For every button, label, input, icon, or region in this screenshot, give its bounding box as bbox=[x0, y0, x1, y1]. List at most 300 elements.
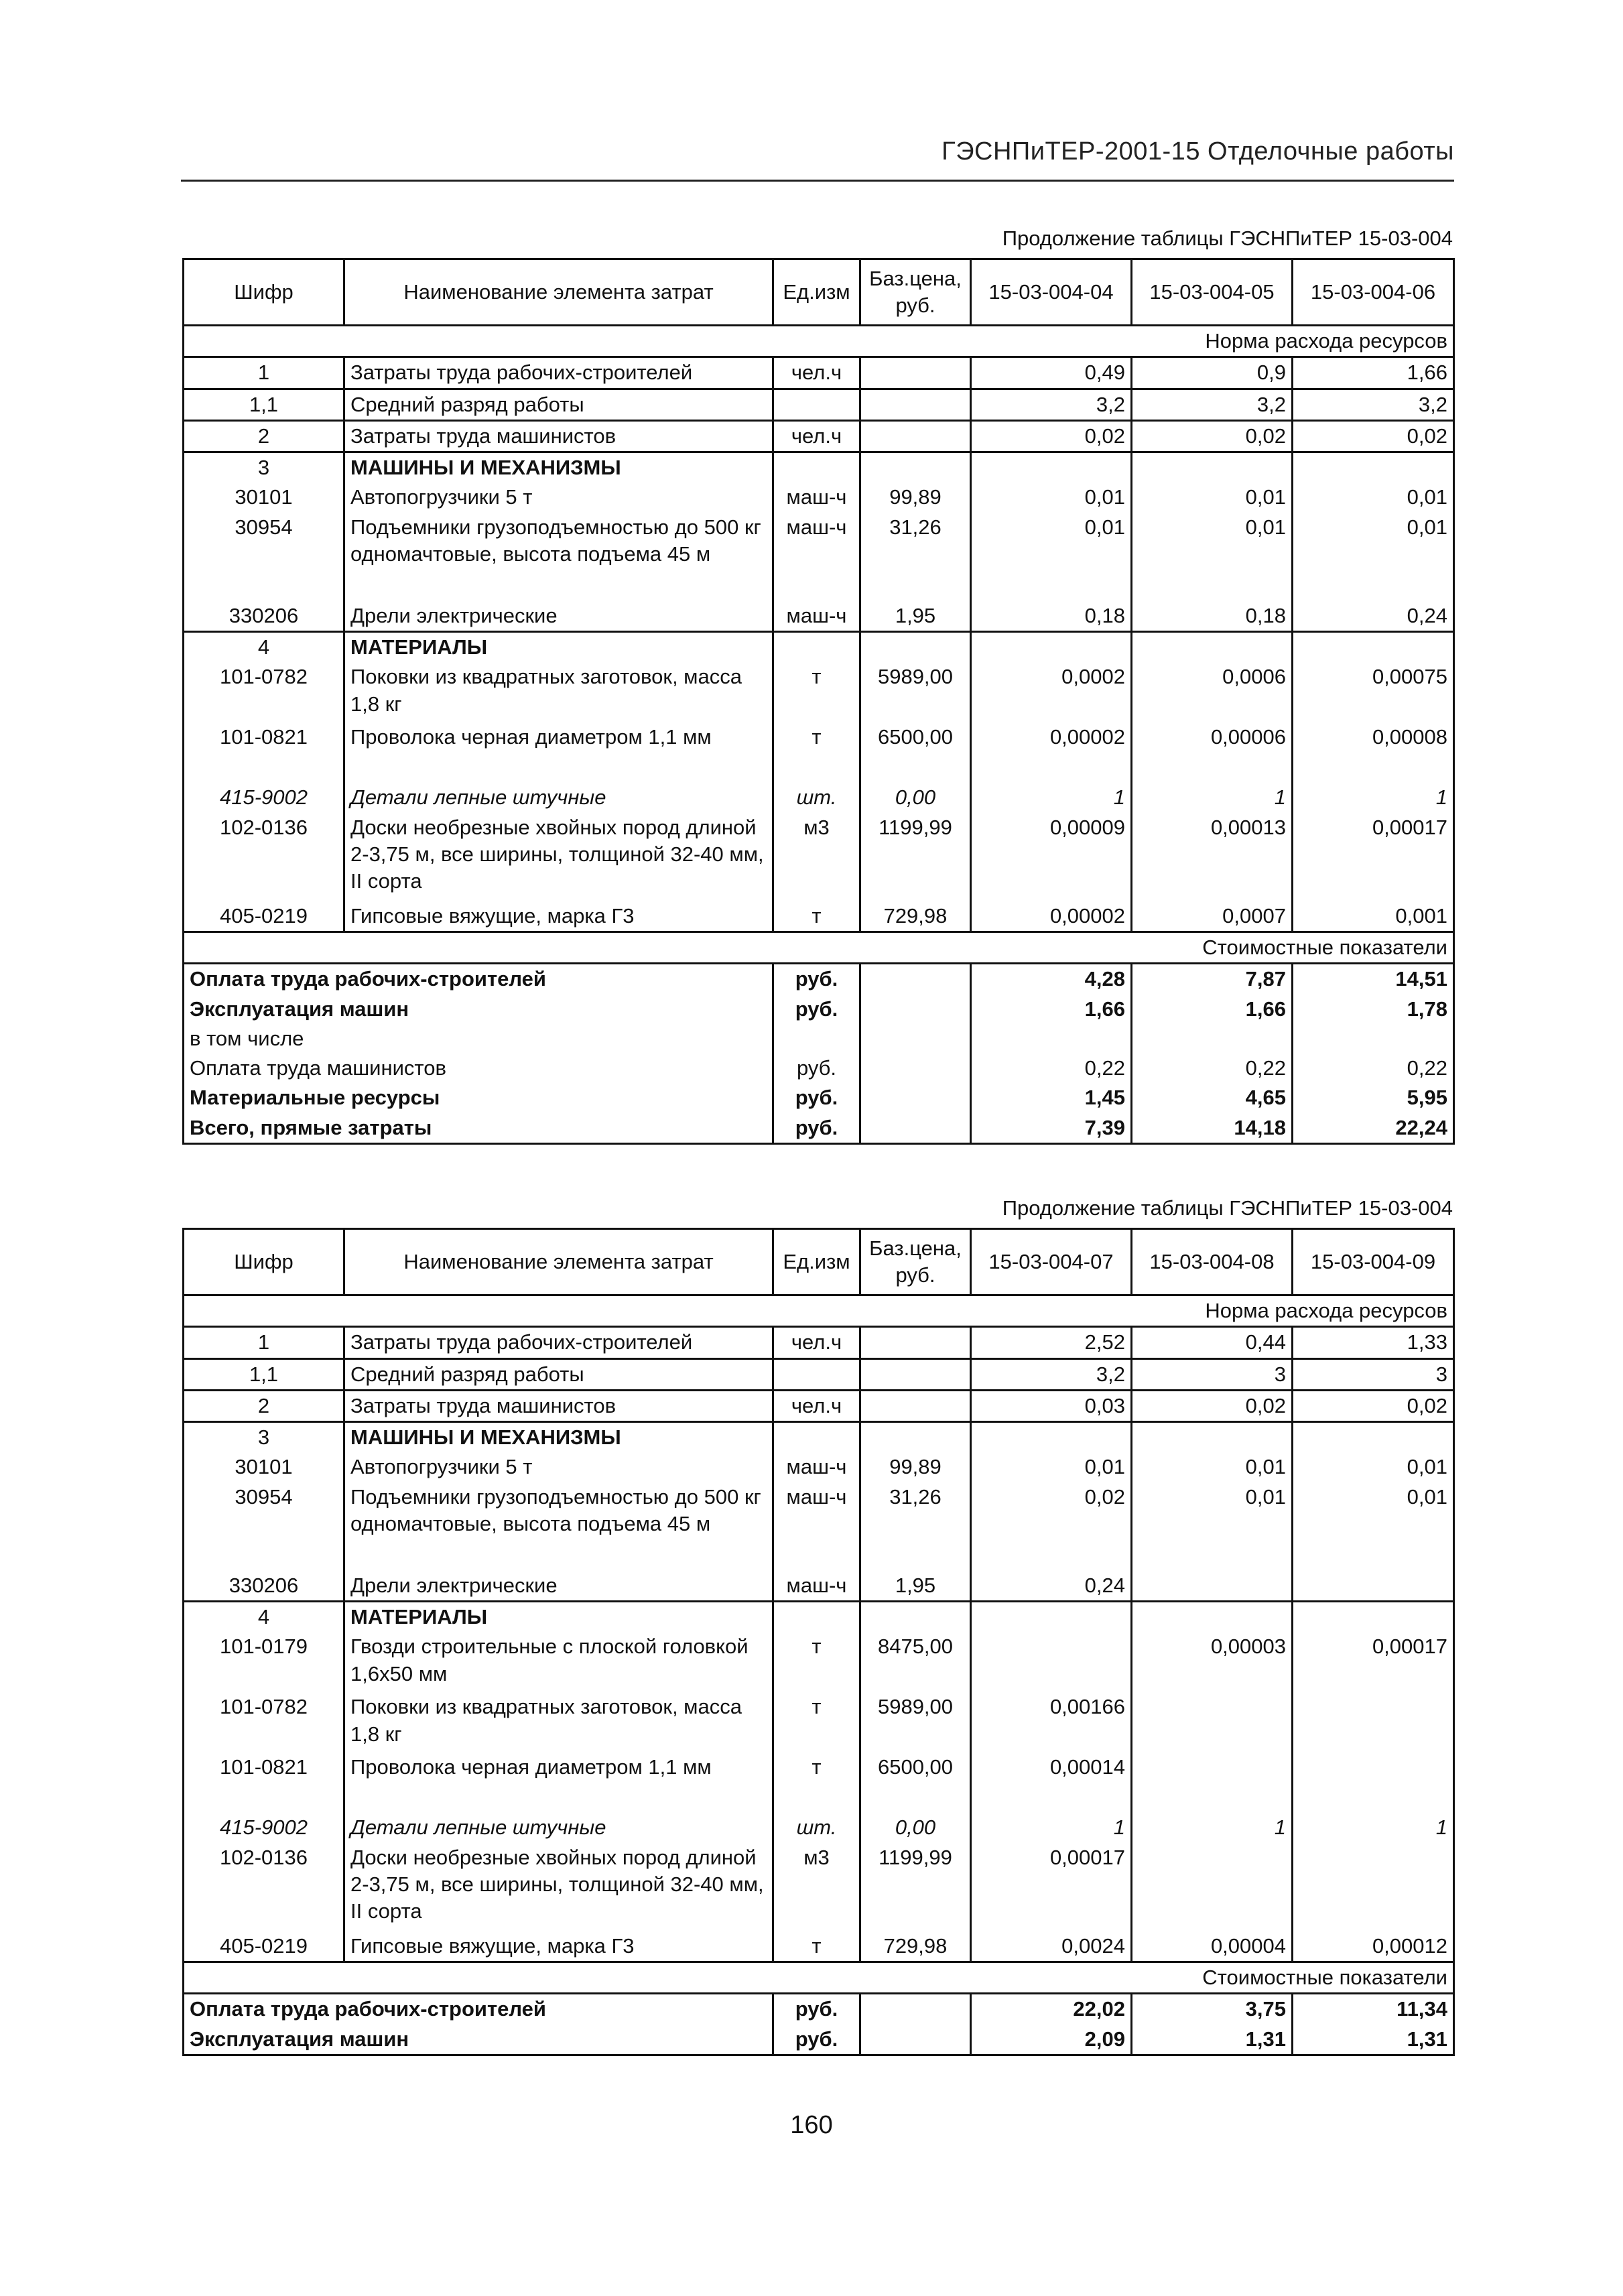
table-continuation-caption: Продолжение таблицы ГЭСНПиТЕР 15-03-004 bbox=[1002, 227, 1453, 250]
norm-value: 0,01 bbox=[1132, 483, 1293, 512]
summary-unit: руб. bbox=[773, 995, 860, 1024]
summary-value: 1,31 bbox=[1132, 2025, 1293, 2055]
resource-name: Гипсовые вяжущие, марка Г3 bbox=[344, 901, 773, 932]
column-header: Наименование элемента затрат bbox=[344, 259, 773, 326]
summary-unit: руб. bbox=[773, 1113, 860, 1144]
base-price bbox=[860, 420, 971, 452]
resource-code: 101-0782 bbox=[184, 1692, 344, 1752]
table-row bbox=[184, 1813, 1454, 1842]
summary-name: Всего, прямые затраты bbox=[184, 1113, 773, 1144]
table-row bbox=[184, 632, 1454, 663]
summary-value: 0,22 bbox=[971, 1054, 1132, 1083]
cost-label: Стоимостные показатели bbox=[184, 1962, 1454, 1993]
resource-name: Затраты труда рабочих-строителей bbox=[344, 1327, 773, 1358]
base-price: 1199,99 bbox=[860, 813, 971, 901]
resource-code: 415-9002 bbox=[184, 783, 344, 812]
resource-name: Гвозди строительные с плоской головкой 1,6x50 мм bbox=[344, 1632, 773, 1692]
norm-value: 0,01 bbox=[1132, 1482, 1293, 1571]
summary-value: 7,87 bbox=[1132, 964, 1293, 995]
resource-table bbox=[182, 1228, 1455, 2056]
resource-name: Детали лепные штучные bbox=[344, 783, 773, 812]
norm-value bbox=[1132, 1602, 1293, 1633]
norm-value: 0,00009 bbox=[971, 813, 1132, 901]
summary-value: 22,02 bbox=[971, 1994, 1132, 2025]
base-price: 0,00 bbox=[860, 783, 971, 812]
base-price bbox=[860, 632, 971, 663]
norm-value: 0,00075 bbox=[1293, 662, 1454, 722]
header-rule bbox=[181, 180, 1454, 182]
norm-value: 0,0007 bbox=[1132, 901, 1293, 932]
unit-of-measure: маш-ч bbox=[773, 1571, 860, 1602]
base-price: 5989,00 bbox=[860, 1692, 971, 1752]
table-row bbox=[184, 1327, 1454, 1358]
resource-code: 30101 bbox=[184, 483, 344, 512]
summary-name: Материальные ресурсы bbox=[184, 1083, 773, 1112]
column-header: 15-03-004-04 bbox=[971, 259, 1132, 326]
norm-value: 1 bbox=[1293, 1813, 1454, 1842]
column-header: 15-03-004-09 bbox=[1293, 1229, 1454, 1295]
norm-value: 3,2 bbox=[1293, 389, 1454, 420]
table-row bbox=[184, 1602, 1454, 1633]
unit-of-measure: м3 bbox=[773, 813, 860, 901]
column-header: 15-03-004-06 bbox=[1293, 259, 1454, 326]
table-row bbox=[184, 1632, 1454, 1692]
table-row bbox=[184, 1482, 1454, 1571]
summary-price-empty bbox=[860, 2025, 971, 2055]
summary-name: Эксплуатация машин bbox=[184, 2025, 773, 2055]
base-price bbox=[860, 1358, 971, 1390]
norm-value: 0,00008 bbox=[1293, 722, 1454, 783]
norm-value bbox=[1132, 452, 1293, 483]
norm-value: 0,001 bbox=[1293, 901, 1454, 932]
summary-value: 4,28 bbox=[971, 964, 1132, 995]
summary-price-empty bbox=[860, 1083, 971, 1112]
unit-of-measure: чел.ч bbox=[773, 420, 860, 452]
norm-value: 3 bbox=[1293, 1358, 1454, 1390]
base-price: 1,95 bbox=[860, 601, 971, 632]
norm-value: 0,00013 bbox=[1132, 813, 1293, 901]
unit-of-measure: маш-ч bbox=[773, 1482, 860, 1571]
resource-table bbox=[182, 258, 1455, 1145]
summary-unit bbox=[773, 1024, 860, 1054]
unit-of-measure: т bbox=[773, 722, 860, 783]
summary-value bbox=[971, 1024, 1132, 1054]
norm-value bbox=[971, 632, 1132, 663]
table-row bbox=[184, 452, 1454, 483]
norm-value bbox=[1293, 452, 1454, 483]
norm-value: 0,0006 bbox=[1132, 662, 1293, 722]
norm-value: 3 bbox=[1132, 1358, 1293, 1390]
norm-value: 0,0002 bbox=[971, 662, 1132, 722]
summary-unit: руб. bbox=[773, 1994, 860, 2025]
cost-label: Стоимостные показатели bbox=[184, 932, 1454, 963]
summary-name: Оплата труда рабочих-строителей bbox=[184, 1994, 773, 2025]
summary-price-empty bbox=[860, 1024, 971, 1054]
resource-name: Проволока черная диаметром 1,1 мм bbox=[344, 722, 773, 783]
unit-of-measure: чел.ч bbox=[773, 1327, 860, 1358]
summary-value: 14,18 bbox=[1132, 1113, 1293, 1144]
unit-of-measure: маш-ч bbox=[773, 1452, 860, 1482]
norm-label: Норма расхода ресурсов bbox=[184, 326, 1454, 357]
unit-of-measure: шт. bbox=[773, 1813, 860, 1842]
summary-unit: руб. bbox=[773, 1083, 860, 1112]
resource-name: МАШИНЫ И МЕХАНИЗМЫ bbox=[344, 1422, 773, 1453]
summary-row bbox=[184, 2025, 1454, 2055]
summary-price-empty bbox=[860, 964, 971, 995]
norm-value: 3,2 bbox=[971, 1358, 1132, 1390]
norm-value: 1 bbox=[1293, 783, 1454, 812]
resource-code: 101-0821 bbox=[184, 1752, 344, 1813]
table-row bbox=[184, 1358, 1454, 1390]
norm-value bbox=[1293, 1752, 1454, 1813]
summary-row bbox=[184, 1054, 1454, 1083]
table-row bbox=[184, 901, 1454, 932]
resource-name: Затраты труда машинистов bbox=[344, 420, 773, 452]
norm-value bbox=[971, 1422, 1132, 1453]
norm-value: 0,01 bbox=[1293, 483, 1454, 512]
summary-price-empty bbox=[860, 1994, 971, 2025]
resource-code: 101-0782 bbox=[184, 662, 344, 722]
table-row bbox=[184, 1752, 1454, 1813]
table-row bbox=[184, 722, 1454, 783]
summary-unit: руб. bbox=[773, 2025, 860, 2055]
unit-of-measure: чел.ч bbox=[773, 1390, 860, 1421]
base-price: 31,26 bbox=[860, 1482, 971, 1571]
norm-value bbox=[1293, 1843, 1454, 1931]
resource-name: Дрели электрические bbox=[344, 601, 773, 632]
unit-of-measure bbox=[773, 1602, 860, 1633]
norm-value: 0,00004 bbox=[1132, 1931, 1293, 1962]
summary-value: 1,78 bbox=[1293, 995, 1454, 1024]
summary-name: в том числе bbox=[184, 1024, 773, 1054]
norm-value bbox=[1293, 1692, 1454, 1752]
norm-value: 0,03 bbox=[971, 1390, 1132, 1421]
unit-of-measure bbox=[773, 389, 860, 420]
column-header: Баз.цена, руб. bbox=[860, 1229, 971, 1295]
norm-value: 0,02 bbox=[1293, 420, 1454, 452]
resource-code: 102-0136 bbox=[184, 1843, 344, 1931]
resource-name: Поковки из квадратных заготовок, масса 1,8 кг bbox=[344, 662, 773, 722]
norm-value: 1 bbox=[1132, 1813, 1293, 1842]
column-header: Шифр bbox=[184, 1229, 344, 1295]
summary-unit: руб. bbox=[773, 1054, 860, 1083]
norm-value bbox=[1132, 1422, 1293, 1453]
table-row bbox=[184, 483, 1454, 512]
summary-value: 3,75 bbox=[1132, 1994, 1293, 2025]
norm-value: 0,24 bbox=[971, 1571, 1132, 1602]
table-header-row bbox=[184, 1229, 1454, 1295]
unit-of-measure bbox=[773, 632, 860, 663]
table-row bbox=[184, 1692, 1454, 1752]
resource-code: 3 bbox=[184, 452, 344, 483]
base-price: 6500,00 bbox=[860, 722, 971, 783]
summary-value: 1,45 bbox=[971, 1083, 1132, 1112]
table-row bbox=[184, 662, 1454, 722]
summary-value: 1,66 bbox=[1132, 995, 1293, 1024]
norm-value: 0,01 bbox=[971, 483, 1132, 512]
norm-value: 1 bbox=[971, 783, 1132, 812]
norm-value: 0,01 bbox=[1293, 1482, 1454, 1571]
summary-value: 11,34 bbox=[1293, 1994, 1454, 2025]
resource-name: Доски необрезные хвойных пород длиной 2-3,75 м, все ширины, толщиной 32-40 мм, II сорта bbox=[344, 813, 773, 901]
summary-value: 0,22 bbox=[1293, 1054, 1454, 1083]
cost-label-row bbox=[184, 1962, 1454, 1993]
norm-value: 0,00002 bbox=[971, 722, 1132, 783]
column-header: Ед.изм bbox=[773, 259, 860, 326]
summary-value: 2,09 bbox=[971, 2025, 1132, 2055]
norm-value: 0,02 bbox=[971, 420, 1132, 452]
summary-row bbox=[184, 964, 1454, 995]
table-row bbox=[184, 357, 1454, 389]
norm-value bbox=[1132, 1571, 1293, 1602]
resource-code: 330206 bbox=[184, 601, 344, 632]
norm-value: 0,01 bbox=[971, 513, 1132, 601]
norm-value: 0,00017 bbox=[1293, 813, 1454, 901]
resource-name: Проволока черная диаметром 1,1 мм bbox=[344, 1752, 773, 1813]
table-header-row bbox=[184, 259, 1454, 326]
norm-value: 1 bbox=[971, 1813, 1132, 1842]
base-price: 6500,00 bbox=[860, 1752, 971, 1813]
resource-code: 30954 bbox=[184, 513, 344, 601]
base-price: 99,89 bbox=[860, 1452, 971, 1482]
norm-value: 0,00006 bbox=[1132, 722, 1293, 783]
unit-of-measure: т bbox=[773, 1931, 860, 1962]
unit-of-measure: т bbox=[773, 1752, 860, 1813]
base-price bbox=[860, 1327, 971, 1358]
norm-value: 3,2 bbox=[971, 389, 1132, 420]
table-row bbox=[184, 1390, 1454, 1421]
summary-value: 7,39 bbox=[971, 1113, 1132, 1144]
column-header: Баз.цена, руб. bbox=[860, 259, 971, 326]
page-number: 160 bbox=[790, 2111, 833, 2139]
resource-code: 30954 bbox=[184, 1482, 344, 1571]
resource-code: 2 bbox=[184, 420, 344, 452]
base-price: 5989,00 bbox=[860, 662, 971, 722]
unit-of-measure: т bbox=[773, 901, 860, 932]
table-row bbox=[184, 513, 1454, 601]
norm-value bbox=[1132, 632, 1293, 663]
norm-value bbox=[1293, 1422, 1454, 1453]
unit-of-measure: м3 bbox=[773, 1843, 860, 1931]
norm-label: Норма расхода ресурсов bbox=[184, 1295, 1454, 1327]
resource-name: Дрели электрические bbox=[344, 1571, 773, 1602]
unit-of-measure bbox=[773, 1358, 860, 1390]
unit-of-measure: маш-ч bbox=[773, 483, 860, 512]
norm-value: 0,01 bbox=[1293, 1452, 1454, 1482]
table-row bbox=[184, 420, 1454, 452]
norm-value: 0,02 bbox=[1132, 420, 1293, 452]
resource-code: 4 bbox=[184, 1602, 344, 1633]
base-price: 729,98 bbox=[860, 901, 971, 932]
resource-name: Средний разряд работы bbox=[344, 1358, 773, 1390]
norm-value: 0,00003 bbox=[1132, 1632, 1293, 1692]
base-price bbox=[860, 1422, 971, 1453]
summary-row bbox=[184, 1024, 1454, 1054]
norm-value: 0,9 bbox=[1132, 357, 1293, 389]
unit-of-measure: маш-ч bbox=[773, 513, 860, 601]
resource-code: 405-0219 bbox=[184, 901, 344, 932]
base-price: 1,95 bbox=[860, 1571, 971, 1602]
table-row bbox=[184, 783, 1454, 812]
unit-of-measure: чел.ч bbox=[773, 357, 860, 389]
summary-value: 5,95 bbox=[1293, 1083, 1454, 1112]
norm-value: 0,24 bbox=[1293, 601, 1454, 632]
resource-name: Гипсовые вяжущие, марка Г3 bbox=[344, 1931, 773, 1962]
norm-value: 0,01 bbox=[971, 1452, 1132, 1482]
table-row bbox=[184, 1422, 1454, 1453]
base-price bbox=[860, 452, 971, 483]
table-row bbox=[184, 389, 1454, 420]
table-continuation-caption: Продолжение таблицы ГЭСНПиТЕР 15-03-004 bbox=[1002, 1196, 1453, 1220]
summary-price-empty bbox=[860, 995, 971, 1024]
base-price bbox=[860, 357, 971, 389]
summary-row bbox=[184, 1994, 1454, 2025]
table-row bbox=[184, 813, 1454, 901]
unit-of-measure: маш-ч bbox=[773, 601, 860, 632]
page-header: ГЭСНПиТЕР-2001-15 Отделочные работы bbox=[942, 137, 1454, 166]
norm-value: 0,0024 bbox=[971, 1931, 1132, 1962]
norm-value: 0,49 bbox=[971, 357, 1132, 389]
summary-value bbox=[1293, 1024, 1454, 1054]
resource-name: Автопогрузчики 5 т bbox=[344, 483, 773, 512]
column-header: 15-03-004-05 bbox=[1132, 259, 1293, 326]
norm-value: 0,00166 bbox=[971, 1692, 1132, 1752]
norm-value: 0,00017 bbox=[971, 1843, 1132, 1931]
norm-value: 1 bbox=[1132, 783, 1293, 812]
norm-value: 0,00014 bbox=[971, 1752, 1132, 1813]
resource-name: Затраты труда рабочих-строителей bbox=[344, 357, 773, 389]
summary-value: 0,22 bbox=[1132, 1054, 1293, 1083]
resource-name: МАТЕРИАЛЫ bbox=[344, 1602, 773, 1633]
resource-code: 330206 bbox=[184, 1571, 344, 1602]
summary-value bbox=[1132, 1024, 1293, 1054]
norm-value bbox=[1293, 1571, 1454, 1602]
column-header: Шифр bbox=[184, 259, 344, 326]
summary-price-empty bbox=[860, 1054, 971, 1083]
norm-value: 0,18 bbox=[1132, 601, 1293, 632]
table-row bbox=[184, 1931, 1454, 1962]
resource-code: 2 bbox=[184, 1390, 344, 1421]
resource-name: Подъемники грузоподъемностью до 500 кг одномачтовые, высота подъема 45 м bbox=[344, 1482, 773, 1571]
norm-value: 0,44 bbox=[1132, 1327, 1293, 1358]
summary-value: 1,66 bbox=[971, 995, 1132, 1024]
resource-name: Доски необрезные хвойных пород длиной 2-3,75 м, все ширины, толщиной 32-40 мм, II сорта bbox=[344, 1843, 773, 1931]
resource-name: Поковки из квадратных заготовок, масса 1,8 кг bbox=[344, 1692, 773, 1752]
unit-of-measure: т bbox=[773, 662, 860, 722]
resource-name: Автопогрузчики 5 т bbox=[344, 1452, 773, 1482]
norm-value: 1,33 bbox=[1293, 1327, 1454, 1358]
table-row bbox=[184, 1571, 1454, 1602]
unit-of-measure bbox=[773, 1422, 860, 1453]
resource-code: 1,1 bbox=[184, 1358, 344, 1390]
resource-code: 30101 bbox=[184, 1452, 344, 1482]
unit-of-measure: т bbox=[773, 1692, 860, 1752]
norm-value: 2,52 bbox=[971, 1327, 1132, 1358]
summary-value: 4,65 bbox=[1132, 1083, 1293, 1112]
summary-name: Оплата труда машинистов bbox=[184, 1054, 773, 1083]
norm-value: 1,66 bbox=[1293, 357, 1454, 389]
resource-code: 405-0219 bbox=[184, 1931, 344, 1962]
resource-code: 1 bbox=[184, 357, 344, 389]
resource-code: 1 bbox=[184, 1327, 344, 1358]
norm-value bbox=[1132, 1692, 1293, 1752]
unit-of-measure bbox=[773, 452, 860, 483]
norm-value: 0,00012 bbox=[1293, 1931, 1454, 1962]
norm-value: 3,2 bbox=[1132, 389, 1293, 420]
norm-value: 0,00002 bbox=[971, 901, 1132, 932]
cost-label-row bbox=[184, 932, 1454, 963]
summary-value: 14,51 bbox=[1293, 964, 1454, 995]
resource-name: Детали лепные штучные bbox=[344, 1813, 773, 1842]
norm-value: 0,02 bbox=[1132, 1390, 1293, 1421]
norm-value: 0,01 bbox=[1132, 1452, 1293, 1482]
table-row bbox=[184, 601, 1454, 632]
norm-value: 0,01 bbox=[1132, 513, 1293, 601]
norm-value bbox=[1132, 1843, 1293, 1931]
base-price: 8475,00 bbox=[860, 1632, 971, 1692]
resource-code: 101-0179 bbox=[184, 1632, 344, 1692]
base-price: 99,89 bbox=[860, 483, 971, 512]
resource-name: Затраты труда машинистов bbox=[344, 1390, 773, 1421]
resource-code: 3 bbox=[184, 1422, 344, 1453]
norm-value bbox=[971, 1632, 1132, 1692]
column-header: Ед.изм bbox=[773, 1229, 860, 1295]
norm-value: 0,18 bbox=[971, 601, 1132, 632]
resource-name: Подъемники грузоподъемностью до 500 кг одномачтовые, высота подъема 45 м bbox=[344, 513, 773, 601]
summary-row bbox=[184, 995, 1454, 1024]
column-header: 15-03-004-07 bbox=[971, 1229, 1132, 1295]
unit-of-measure: шт. bbox=[773, 783, 860, 812]
summary-price-empty bbox=[860, 1113, 971, 1144]
summary-row bbox=[184, 1083, 1454, 1112]
summary-value: 22,24 bbox=[1293, 1113, 1454, 1144]
summary-row bbox=[184, 1113, 1454, 1144]
resource-name: МАТЕРИАЛЫ bbox=[344, 632, 773, 663]
norm-label-row bbox=[184, 1295, 1454, 1327]
resource-code: 101-0821 bbox=[184, 722, 344, 783]
table-row bbox=[184, 1843, 1454, 1931]
norm-label-row bbox=[184, 326, 1454, 357]
base-price: 0,00 bbox=[860, 1813, 971, 1842]
norm-value bbox=[1293, 1602, 1454, 1633]
norm-value: 0,00017 bbox=[1293, 1632, 1454, 1692]
norm-value: 0,01 bbox=[1293, 513, 1454, 601]
summary-name: Эксплуатация машин bbox=[184, 995, 773, 1024]
summary-name: Оплата труда рабочих-строителей bbox=[184, 964, 773, 995]
column-header: 15-03-004-08 bbox=[1132, 1229, 1293, 1295]
norm-value: 0,02 bbox=[1293, 1390, 1454, 1421]
table-row bbox=[184, 1452, 1454, 1482]
base-price: 1199,99 bbox=[860, 1843, 971, 1931]
norm-value bbox=[971, 1602, 1132, 1633]
column-header: Наименование элемента затрат bbox=[344, 1229, 773, 1295]
resource-code: 415-9002 bbox=[184, 1813, 344, 1842]
base-price bbox=[860, 1390, 971, 1421]
norm-value bbox=[1132, 1752, 1293, 1813]
base-price bbox=[860, 389, 971, 420]
base-price: 31,26 bbox=[860, 513, 971, 601]
resource-code: 102-0136 bbox=[184, 813, 344, 901]
resource-name: Средний разряд работы bbox=[344, 389, 773, 420]
resource-code: 1,1 bbox=[184, 389, 344, 420]
summary-value: 1,31 bbox=[1293, 2025, 1454, 2055]
resource-code: 4 bbox=[184, 632, 344, 663]
base-price bbox=[860, 1602, 971, 1633]
base-price: 729,98 bbox=[860, 1931, 971, 1962]
norm-value: 0,02 bbox=[971, 1482, 1132, 1571]
summary-unit: руб. bbox=[773, 964, 860, 995]
resource-name: МАШИНЫ И МЕХАНИЗМЫ bbox=[344, 452, 773, 483]
